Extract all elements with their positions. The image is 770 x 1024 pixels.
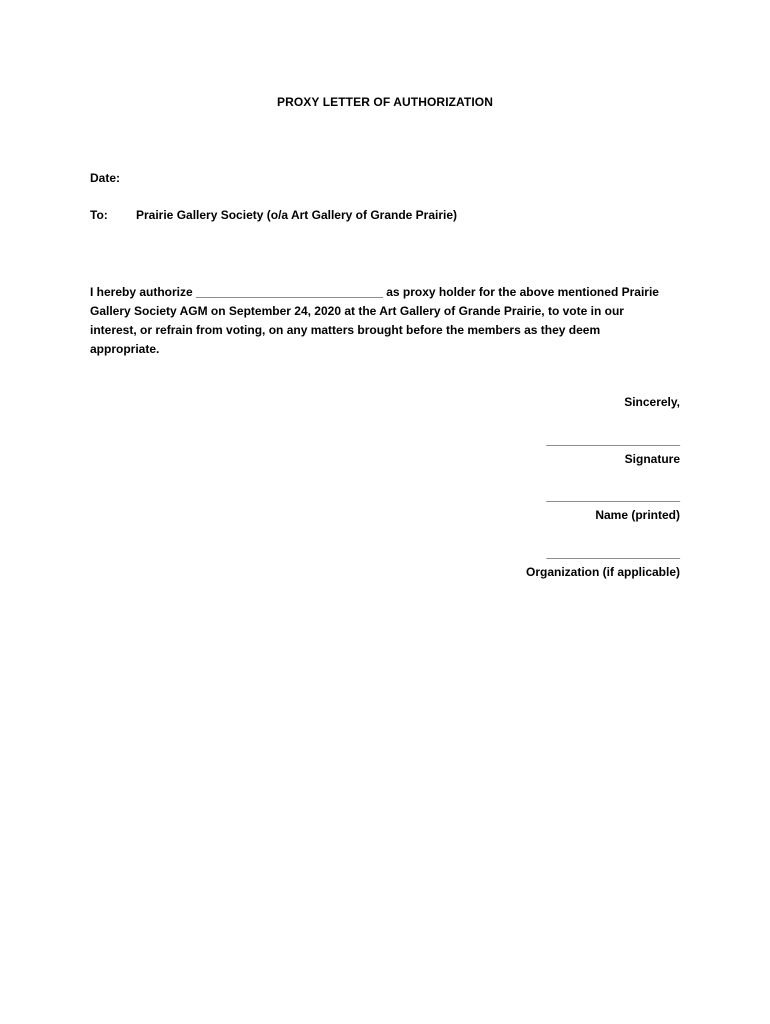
to-line xyxy=(90,208,457,222)
document-title: PROXY LETTER OF AUTHORIZATION xyxy=(276,95,493,109)
date-line xyxy=(90,171,120,185)
date-label: Date: xyxy=(90,171,121,185)
paragraph-line: interest, or refrain from voting, on any matters brought before the members as they deem xyxy=(90,323,601,337)
organization-blank-line: ____________________ xyxy=(546,546,680,560)
signature-blank-line: ____________________ xyxy=(546,433,680,447)
name-blank-line: ____________________ xyxy=(546,489,680,503)
to-recipient: Prairie Gallery Society (o/a Art Gallery of Grande Prairie) xyxy=(136,208,458,222)
paragraph-line: I hereby authorize ____________________________ as proxy holder for the above mentioned Prairie xyxy=(90,285,659,299)
paragraph-line: Gallery Society AGM on September 24, 2020 at the Art Gallery of Grande Prairie, to vote in our xyxy=(90,304,624,318)
to-label: To: xyxy=(90,208,108,222)
closing-sincerely: Sincerely, xyxy=(624,395,680,409)
organization-label: Organization (if applicable) xyxy=(525,565,680,579)
signature-label: Signature xyxy=(624,452,680,466)
authorization-paragraph xyxy=(90,283,685,359)
name-printed-label: Name (printed) xyxy=(595,508,680,522)
paragraph-line: appropriate. xyxy=(90,342,160,356)
